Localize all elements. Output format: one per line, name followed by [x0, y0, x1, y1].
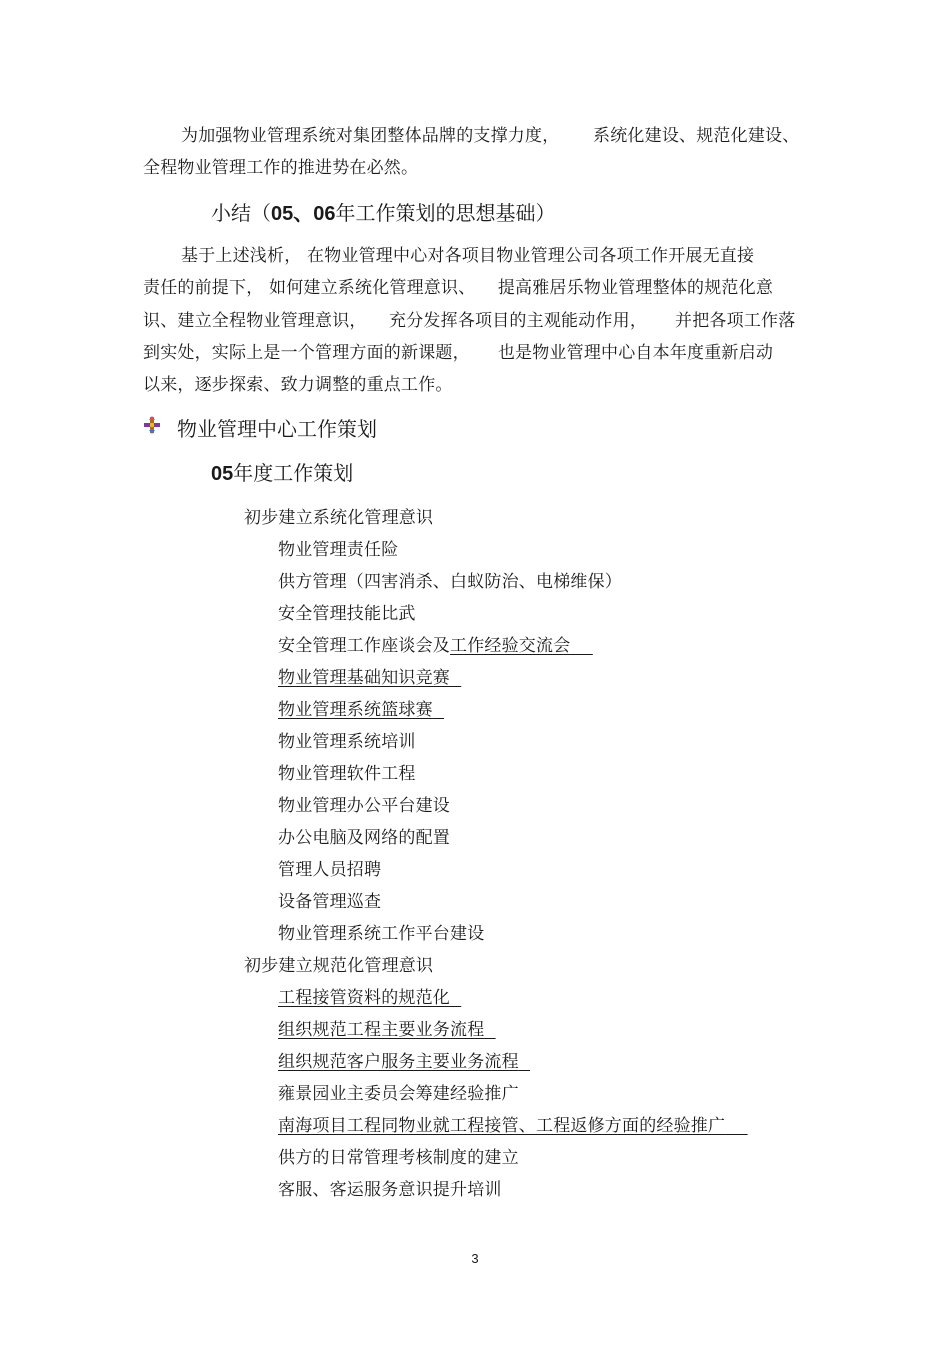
group1-title: 初步建立系统化管理意识	[244, 508, 434, 528]
section-subtitle	[211, 460, 353, 487]
list-item	[278, 1019, 496, 1041]
list-item-underlined: 南海项目工程同物业就工程接管、工程返修方面的经验推广	[278, 1116, 726, 1136]
list-item: 供方的日常管理考核制度的建立	[278, 1148, 519, 1168]
list-item: 物业管理软件工程	[278, 764, 416, 784]
summary-line-4: 到实处，实际上是一个管理方面的新课题， 也是物业管理中心自本年度重新启动	[143, 343, 774, 363]
list-item-underlined: 组织规范工程主要业务流程	[278, 1020, 485, 1040]
underline-trail	[484, 1020, 495, 1040]
intro-line-1: 为加强物业管理系统对集团整体品牌的支撑力度， 系统化建设、规范化建设、	[181, 126, 800, 146]
section-subtitle-year: 05	[211, 463, 234, 485]
list-item: 物业管理责任险	[278, 540, 399, 560]
list-item: 设备管理巡查	[278, 892, 382, 912]
underline-trail	[450, 668, 461, 688]
list-item: 雍景园业主委员会筹建经验推广	[278, 1084, 519, 1104]
summary-line-1: 基于上述浅析， 在物业管理中心对各项目物业管理公司各项工作开展无直接	[181, 246, 755, 266]
list-item: 客服、客运服务意识提升培训	[278, 1180, 502, 1200]
summary-line-3: 识、建立全程物业管理意识， 充分发挥各项目的主观能动作用， 并把各项工作落	[143, 311, 796, 331]
section-title: 物业管理中心工作策划	[177, 417, 377, 441]
section-subtitle-text: 年度工作策划	[233, 461, 354, 485]
summary-heading	[211, 200, 556, 227]
list-item	[278, 699, 444, 721]
summary-heading-prefix: 小结（	[211, 201, 271, 225]
intro-line-2: 全程物业管理工作的推进势在必然。	[143, 158, 419, 178]
page-number: 3	[471, 1251, 479, 1266]
list-item: 安全管理技能比武	[278, 604, 416, 624]
list-item-underlined: 工程接管资料的规范化	[278, 988, 450, 1008]
summary-line-5: 以来，逐步探索、致力调整的重点工作。	[143, 375, 453, 395]
underline-trail	[519, 1052, 530, 1072]
summary-line-2: 责任的前提下， 如何建立系统化管理意识、 提高雅居乐物业管理整体的规范化意	[143, 278, 774, 298]
list-item	[278, 635, 593, 657]
underline-trail	[433, 700, 444, 720]
group2-title: 初步建立规范化管理意识	[244, 956, 434, 976]
underline-trail	[725, 1116, 747, 1136]
bullet-arrow-icon	[143, 416, 161, 434]
list-item	[278, 667, 461, 689]
list-item	[278, 1051, 530, 1073]
list-item-underlined: 组织规范客户服务主要业务流程	[278, 1052, 519, 1072]
list-item: 物业管理系统培训	[278, 732, 416, 752]
list-item: 物业管理办公平台建设	[278, 796, 450, 816]
list-item: 物业管理系统工作平台建设	[278, 924, 485, 944]
list-item	[278, 1115, 748, 1137]
underline-trail	[570, 636, 592, 656]
list-item: 办公电脑及网络的配置	[278, 828, 450, 848]
list-item-underlined: 工作经验交流会	[450, 636, 571, 656]
underline-trail	[450, 988, 461, 1008]
list-item-text: 安全管理工作座谈会及	[278, 636, 450, 656]
summary-heading-suffix: 年工作策划的思想基础）	[335, 201, 556, 225]
list-item: 供方管理（四害消杀、白蚁防治、电梯维保）	[278, 572, 622, 592]
summary-heading-years: 05、06	[271, 203, 336, 225]
list-item-underlined: 物业管理基础知识竞赛	[278, 668, 450, 688]
list-item	[278, 987, 461, 1009]
list-item: 管理人员招聘	[278, 860, 382, 880]
list-item-underlined: 物业管理系统篮球赛	[278, 700, 433, 720]
